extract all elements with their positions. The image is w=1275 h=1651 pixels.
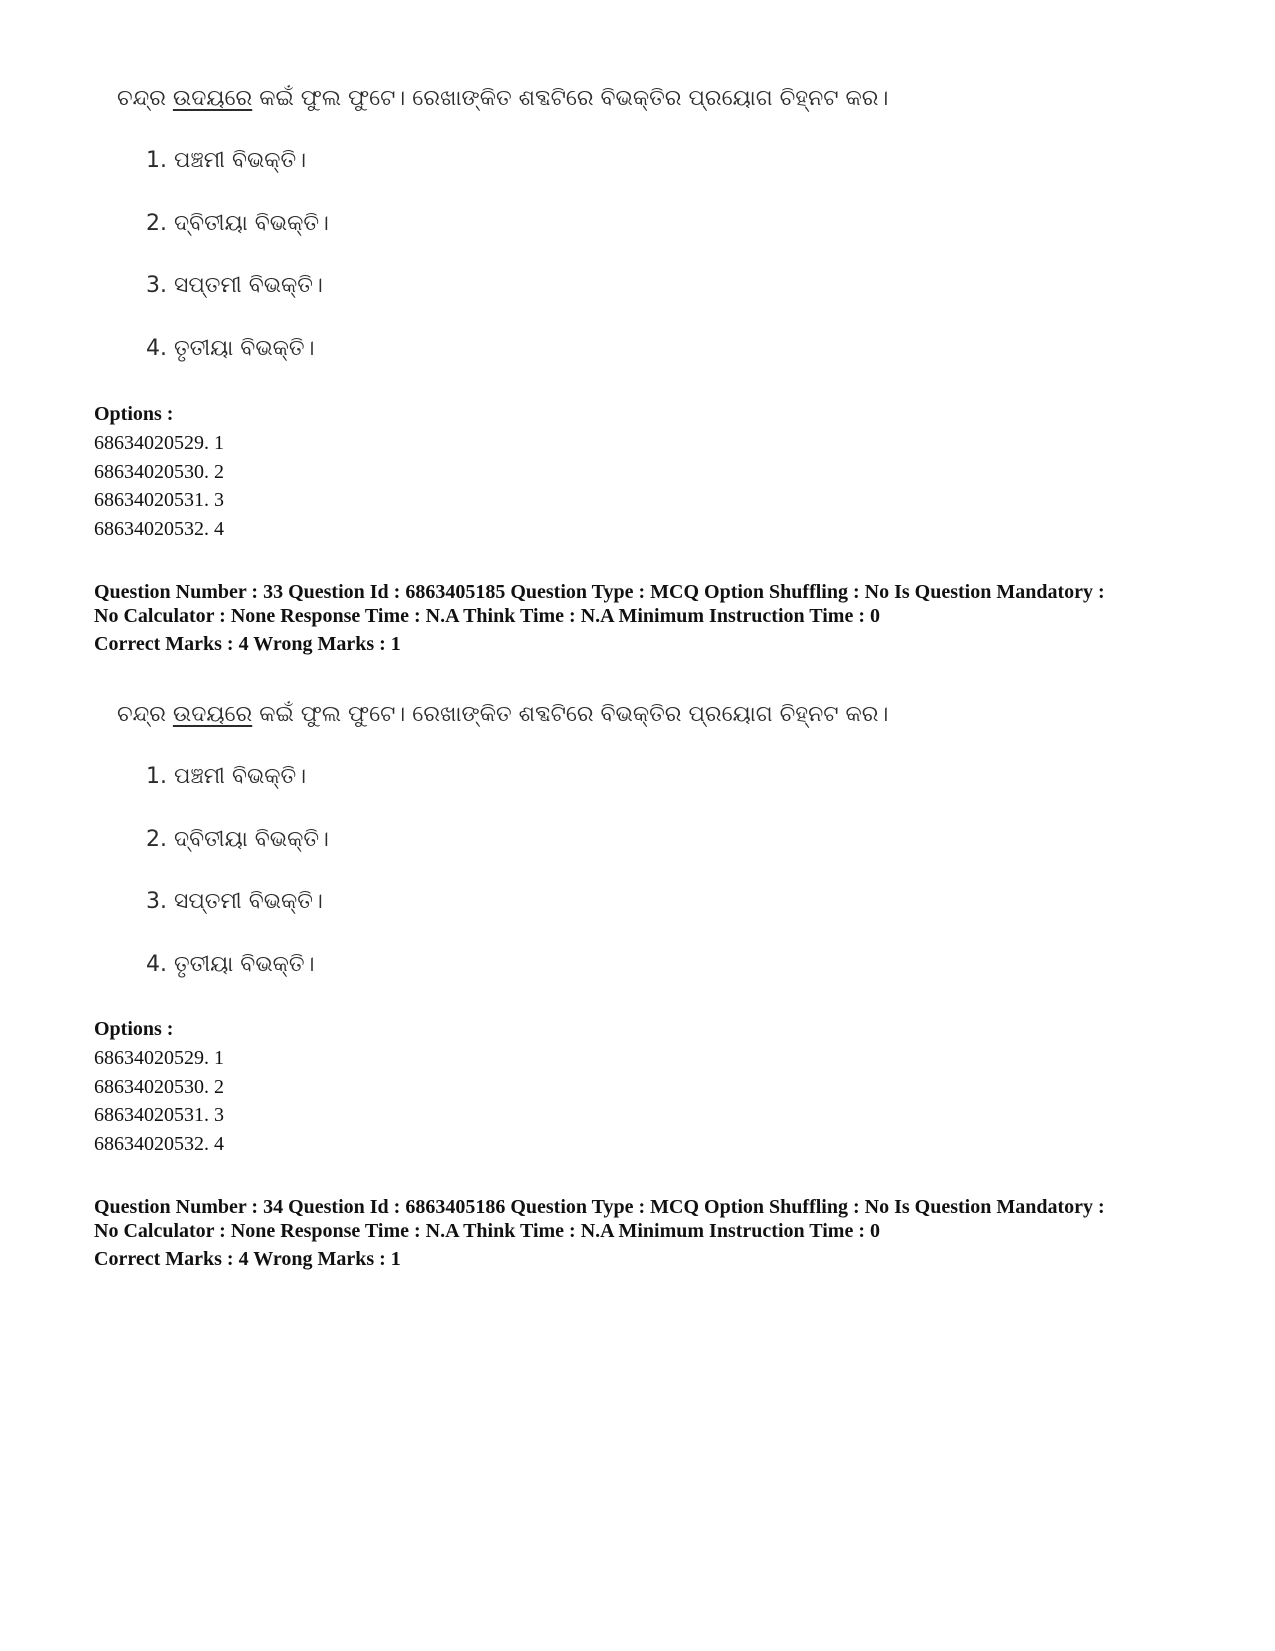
options-label: Options : (94, 403, 174, 425)
question-text-suffix: କଇଁ ଫୁଲ ଫୁଟେ। ରେଖାଙ୍କିତ ଶବ୍ଦଟିରେ ବିଭକ୍ତିର ପ୍ରୟୋଗ ଚିହ୍ନଟ କର। (252, 86, 889, 111)
choice-item: 3. ସପ୍ତମୀ ବିଭକ୍ତି। (146, 889, 323, 914)
question-header-line2: No Calculator : None Response Time : N.A Think Time : N.A Minimum Instruction Time : 0 (94, 1220, 880, 1242)
choice-item: 2. ଦ୍ବିତୀୟା ବିଭକ୍ତି। (146, 211, 329, 236)
option-line: 68634020532. 4 (94, 518, 224, 540)
question-header-line2: No Calculator : None Response Time : N.A Think Time : N.A Minimum Instruction Time : 0 (94, 605, 880, 627)
option-line: 68634020529. 1 (94, 1047, 224, 1069)
question-header-line1: Question Number : 33 Question Id : 6863405185 Question Type : MCQ Option Shuffling : No Is Question Mandatory : (94, 581, 1105, 603)
question-marks: Correct Marks : 4 Wrong Marks : 1 (94, 633, 401, 655)
options-label: Options : (94, 1018, 174, 1040)
question-text-prefix: ଚନ୍ଦ୍ର (117, 702, 173, 727)
option-line: 68634020531. 3 (94, 489, 224, 511)
choice-item: 2. ଦ୍ବିତୀୟା ବିଭକ୍ତି। (146, 827, 329, 852)
question-text (117, 702, 888, 727)
choice-item: 3. ସପ୍ତମୀ ବିଭକ୍ତି। (146, 273, 323, 298)
option-line: 68634020532. 4 (94, 1133, 224, 1155)
choice-item: 4. ତୃତୀୟା ବିଭକ୍ତି। (146, 952, 315, 977)
underlined-word: ଉଦୟରେ (172, 702, 253, 727)
choice-item: 1. ପଞ୍ଚମୀ ବିଭକ୍ତି। (146, 148, 307, 173)
question-marks: Correct Marks : 4 Wrong Marks : 1 (94, 1248, 401, 1270)
choice-item: 4. ତୃତୀୟା ବିଭକ୍ତି। (146, 336, 315, 361)
option-line: 68634020530. 2 (94, 461, 224, 483)
question-text-suffix: କଇଁ ଫୁଲ ଫୁଟେ। ରେଖାଙ୍କିତ ଶବ୍ଦଟିରେ ବିଭକ୍ତିର ପ୍ରୟୋଗ ଚିହ୍ନଟ କର। (252, 702, 889, 727)
question-text-prefix: ଚନ୍ଦ୍ର (117, 86, 173, 111)
option-line: 68634020530. 2 (94, 1076, 224, 1098)
question-text (117, 86, 888, 111)
question-header-line1: Question Number : 34 Question Id : 6863405186 Question Type : MCQ Option Shuffling : No Is Question Mandatory : (94, 1196, 1105, 1218)
choice-item: 1. ପଞ୍ଚମୀ ବିଭକ୍ତି। (146, 764, 307, 789)
option-line: 68634020531. 3 (94, 1104, 224, 1126)
option-line: 68634020529. 1 (94, 432, 224, 454)
underlined-word: ଉଦୟରେ (172, 86, 253, 111)
